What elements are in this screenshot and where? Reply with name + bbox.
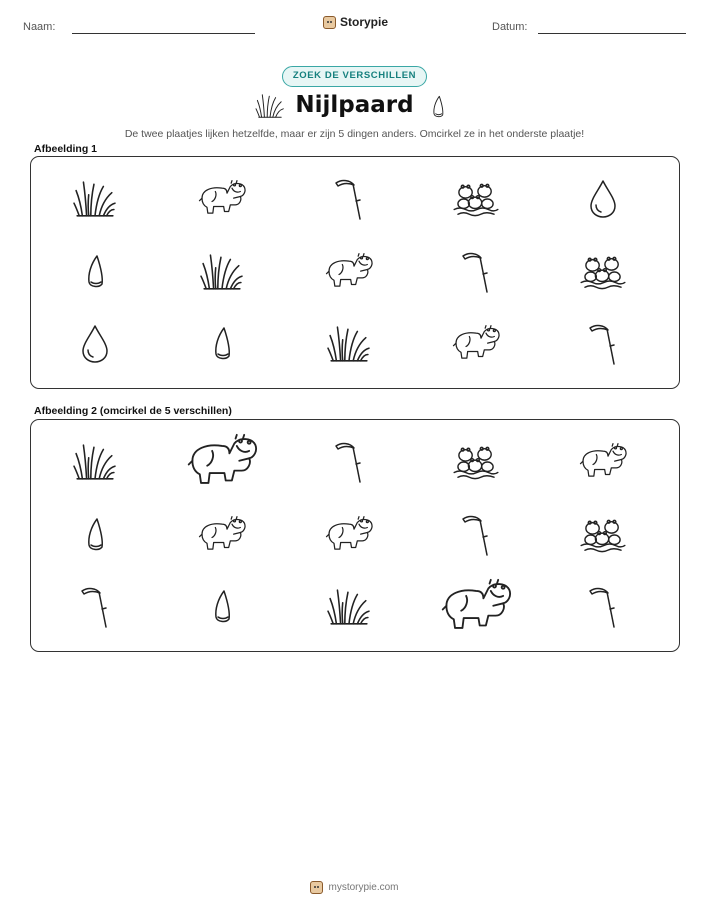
tooth-icon[interactable] <box>84 517 106 553</box>
storypie-logo-icon <box>310 881 323 894</box>
grass-icon[interactable] <box>328 586 370 628</box>
name-label: Naam: <box>23 21 56 33</box>
date-field[interactable] <box>538 33 686 34</box>
hippo-icon[interactable] <box>578 441 628 483</box>
large-hippo-icon[interactable] <box>185 431 259 493</box>
picture-2-panel[interactable] <box>30 419 680 652</box>
tooth-icon[interactable] <box>211 589 233 625</box>
page-title: Nijlpaard <box>295 92 414 118</box>
title-tooth-icon <box>431 95 445 119</box>
scythe-icon <box>334 177 364 221</box>
picture-1-panel <box>30 156 680 389</box>
date-label: Datum: <box>492 21 528 33</box>
scythe-icon <box>461 250 491 294</box>
brand-logo <box>323 15 388 29</box>
tooth-icon <box>84 254 106 290</box>
hippo-family-icon <box>579 253 627 291</box>
water-drop-icon <box>588 177 618 221</box>
footer-url: mystorypie.com <box>328 882 399 893</box>
hippo-family-icon <box>452 180 500 218</box>
scythe-icon[interactable] <box>334 440 364 484</box>
instructions: De twee plaatjes lijken hetzelfde, maar er zijn 5 dingen anders. Omcirkel ze in het onderste plaatje! <box>124 128 585 140</box>
footer <box>0 881 709 894</box>
worksheet-type-badge: ZOEK DE VERSCHILLEN <box>282 66 427 87</box>
water-drop-icon <box>80 322 110 366</box>
hippo-icon[interactable] <box>324 514 374 556</box>
hippo-icon[interactable] <box>197 514 247 556</box>
hippo-family-icon[interactable] <box>579 516 627 554</box>
grass-icon <box>201 251 243 293</box>
picture-2-label: Afbeelding 2 (omcirkel de 5 verschillen) <box>34 405 232 417</box>
grass-icon[interactable] <box>74 441 116 483</box>
tooth-icon <box>211 326 233 362</box>
grass-icon <box>328 323 370 365</box>
hippo-icon <box>197 178 247 220</box>
hippo-icon <box>324 251 374 293</box>
hippo-family-icon[interactable] <box>452 443 500 481</box>
picture-1-label: Afbeelding 1 <box>34 143 98 155</box>
hippo-icon <box>451 323 501 365</box>
large-hippo-icon[interactable] <box>439 576 513 638</box>
storypie-logo-icon <box>323 16 336 29</box>
scythe-icon[interactable] <box>80 585 110 629</box>
scythe-icon[interactable] <box>461 513 491 557</box>
scythe-icon <box>588 322 618 366</box>
brand-name: Storypie <box>340 15 389 29</box>
grass-icon <box>74 178 116 220</box>
scythe-icon[interactable] <box>588 585 618 629</box>
name-field[interactable] <box>72 33 255 34</box>
